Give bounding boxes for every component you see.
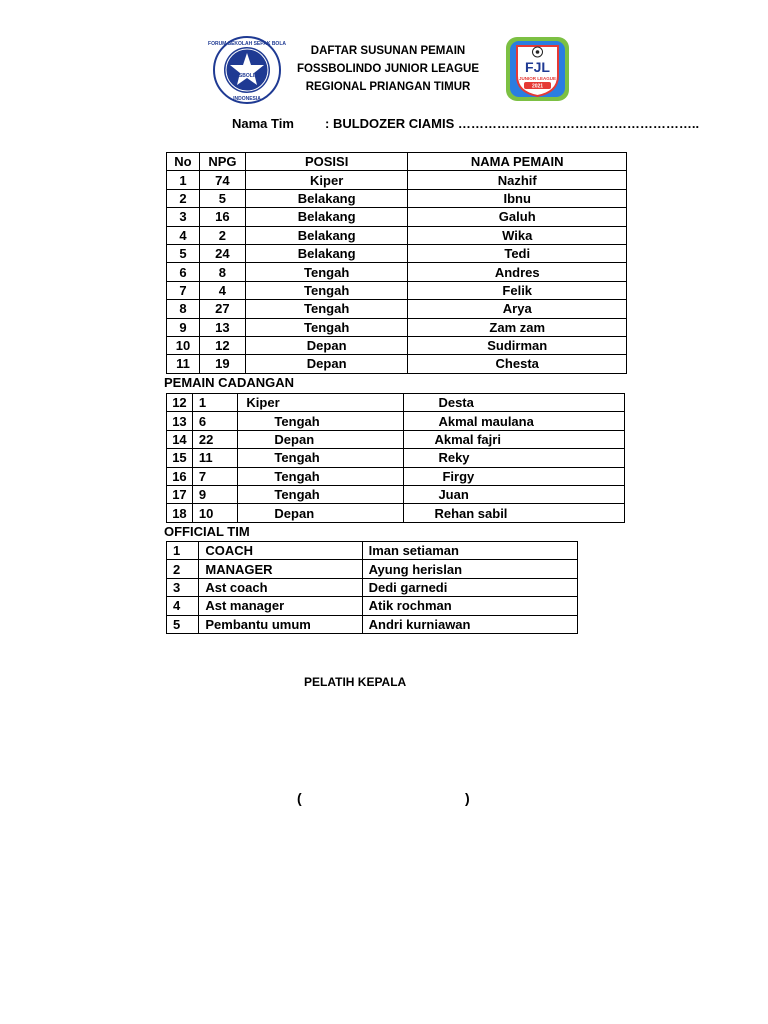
cell-npg: 24 [199, 244, 245, 262]
cell-no: 3 [167, 208, 200, 226]
table-row [167, 208, 627, 226]
fjl-badge-icon [505, 36, 570, 102]
cell-npg: 16 [199, 208, 245, 226]
cell-nama: Galuh [408, 208, 627, 226]
cell-name: Atik rochman [362, 597, 577, 615]
cell-role: Ast manager [199, 597, 362, 615]
logo-left-top-text: FORUM SEKOLAH SEPAK BOLA [208, 41, 286, 47]
header-no: No [167, 153, 200, 171]
cell-nama: Sudirman [408, 336, 627, 354]
header-npg: NPG [199, 153, 245, 171]
cell-posisi: Kiper [238, 394, 404, 412]
cell-nama: Desta [404, 394, 625, 412]
fjl-logo [505, 36, 570, 102]
cell-nama: Zam zam [408, 318, 627, 336]
cell-npg: 1 [192, 394, 238, 412]
cell-posisi: Tengah [238, 467, 404, 485]
cell-nama: Rehan sabil [404, 504, 625, 522]
officials-table [166, 541, 578, 634]
cell-no: 1 [167, 542, 199, 560]
table-row [167, 394, 625, 412]
cell-no: 18 [167, 504, 193, 522]
cell-no: 17 [167, 485, 193, 503]
logo-right-year: 2021 [531, 83, 544, 90]
cell-no: 7 [167, 281, 200, 299]
title-line-2: FOSSBOLINDO JUNIOR LEAGUE [296, 63, 480, 75]
cell-nama: Tedi [408, 244, 627, 262]
table-row [167, 300, 627, 318]
cell-no: 3 [167, 578, 199, 596]
cell-npg: 13 [199, 318, 245, 336]
logo-left-bottom-text: INDONESIA [233, 96, 261, 102]
substitutes-label: PEMAIN CADANGAN [164, 375, 294, 390]
cell-no: 9 [167, 318, 200, 336]
table-row [167, 318, 627, 336]
table-row [167, 560, 578, 578]
cell-role: Ast coach [199, 578, 362, 596]
table-row [167, 355, 627, 373]
cell-no: 13 [167, 412, 193, 430]
cell-role: MANAGER [199, 560, 362, 578]
cell-name: Iman setiaman [362, 542, 577, 560]
table-row [167, 578, 578, 596]
cell-no: 10 [167, 336, 200, 354]
cell-posisi: Depan [238, 430, 404, 448]
title-line-3: REGIONAL PRIANGAN TIMUR [305, 81, 471, 93]
cell-nama: Ibnu [408, 189, 627, 207]
cell-no: 16 [167, 467, 193, 485]
cell-posisi: Belakang [245, 226, 408, 244]
cell-no: 6 [167, 263, 200, 281]
cell-posisi: Belakang [245, 208, 408, 226]
cell-no: 2 [167, 560, 199, 578]
cell-no: 8 [167, 300, 200, 318]
cell-posisi: Tengah [245, 318, 408, 336]
cell-npg: 12 [199, 336, 245, 354]
cell-posisi: Tengah [245, 263, 408, 281]
cell-name: Andri kurniawan [362, 615, 577, 633]
table-row [167, 504, 625, 522]
head-coach-title: PELATIH KEPALA [304, 675, 407, 689]
table-header-row [167, 153, 627, 171]
cell-npg: 4 [199, 281, 245, 299]
cell-posisi: Tengah [245, 300, 408, 318]
table-row [167, 336, 627, 354]
table-row [167, 244, 627, 262]
starters-table [166, 152, 627, 374]
cell-npg: 10 [192, 504, 238, 522]
cell-no: 4 [167, 597, 199, 615]
table-row [167, 430, 625, 448]
document-title [268, 42, 508, 96]
cell-posisi: Tengah [245, 281, 408, 299]
cell-npg: 11 [192, 449, 238, 467]
cell-nama: Juan [404, 485, 625, 503]
cell-npg: 2 [199, 226, 245, 244]
team-name-value: : BULDOZER CIAMIS ……………………………………………….. [325, 116, 700, 131]
cell-posisi: Tengah [238, 449, 404, 467]
cell-npg: 19 [199, 355, 245, 373]
cell-nama: Felik [408, 281, 627, 299]
cell-no: 12 [167, 394, 193, 412]
officials-label: OFFICIAL TIM [164, 524, 250, 539]
signature-close-paren: ) [465, 790, 470, 806]
table-row [167, 226, 627, 244]
cell-no: 14 [167, 430, 193, 448]
cell-no: 2 [167, 189, 200, 207]
cell-nama: Wika [408, 226, 627, 244]
substitutes-table [166, 393, 625, 523]
cell-nama: Akmal fajri [404, 430, 625, 448]
cell-nama: Akmal maulana [404, 412, 625, 430]
logo-left-center-text: FOSSBOLINDO [228, 73, 266, 79]
cell-role: Pembantu umum [199, 615, 362, 633]
cell-posisi: Tengah [238, 412, 404, 430]
cell-nama: Firgy [404, 467, 625, 485]
table-row [167, 449, 625, 467]
table-row [167, 485, 625, 503]
table-row [167, 615, 578, 633]
cell-nama: Arya [408, 300, 627, 318]
table-row [167, 263, 627, 281]
signature-open-paren: ( [297, 790, 302, 806]
cell-npg: 9 [192, 485, 238, 503]
cell-no: 4 [167, 226, 200, 244]
cell-npg: 27 [199, 300, 245, 318]
table-row [167, 467, 625, 485]
cell-nama: Reky [404, 449, 625, 467]
cell-no: 1 [167, 171, 200, 189]
cell-nama: Chesta [408, 355, 627, 373]
cell-name: Ayung herislan [362, 560, 577, 578]
table-row [167, 542, 578, 560]
cell-npg: 5 [199, 189, 245, 207]
cell-posisi: Kiper [245, 171, 408, 189]
logo-right-main-text: FJL [525, 59, 550, 75]
table-row [167, 189, 627, 207]
logo-right-sub-text: JUNIOR LEAGUE [518, 76, 557, 81]
cell-npg: 7 [192, 467, 238, 485]
cell-no: 5 [167, 615, 199, 633]
cell-posisi: Depan [245, 355, 408, 373]
cell-no: 15 [167, 449, 193, 467]
cell-no: 11 [167, 355, 200, 373]
cell-role: COACH [199, 542, 362, 560]
table-row [167, 597, 578, 615]
cell-npg: 22 [192, 430, 238, 448]
cell-posisi: Depan [238, 504, 404, 522]
cell-npg: 74 [199, 171, 245, 189]
cell-npg: 6 [192, 412, 238, 430]
cell-npg: 8 [199, 263, 245, 281]
team-name-label: Nama Tim [232, 116, 294, 131]
table-row [167, 171, 627, 189]
cell-posisi: Tengah [238, 485, 404, 503]
cell-posisi: Belakang [245, 244, 408, 262]
cell-posisi: Depan [245, 336, 408, 354]
table-row [167, 412, 625, 430]
cell-posisi: Belakang [245, 189, 408, 207]
cell-nama: Nazhif [408, 171, 627, 189]
header-nama-pemain: NAMA PEMAIN [408, 153, 627, 171]
cell-nama: Andres [408, 263, 627, 281]
cell-name: Dedi garnedi [362, 578, 577, 596]
table-row [167, 281, 627, 299]
title-line-1: DAFTAR SUSUNAN PEMAIN [310, 45, 466, 57]
cell-no: 5 [167, 244, 200, 262]
header-posisi: POSISI [245, 153, 408, 171]
